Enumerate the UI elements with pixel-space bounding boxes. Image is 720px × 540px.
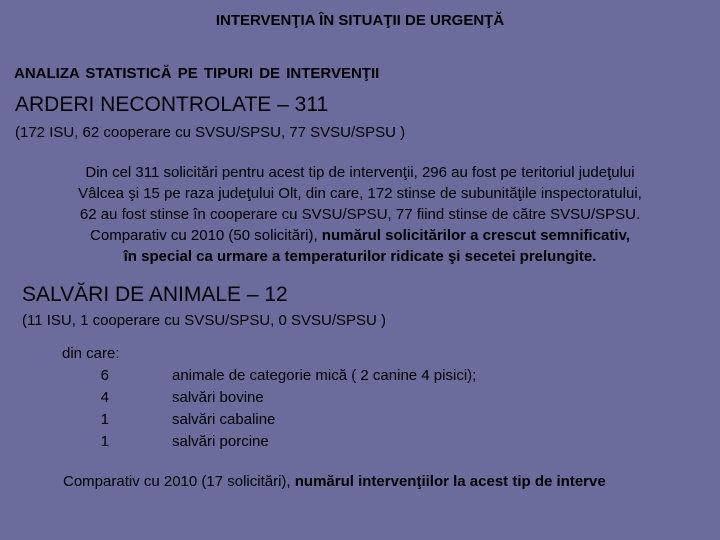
section1-compare-line2 <box>0 246 720 267</box>
section1-paragraph <box>0 162 720 267</box>
section2-breakdown: (11 ISU, 1 cooperare cu SVSU/SPSU, 0 SVSU/SPSU ) <box>22 312 387 329</box>
section2-compare-bold: numărul intervenţiilor la acest tip de interve <box>294 473 606 490</box>
section2-intro: din care: <box>62 345 120 362</box>
section2-compare <box>63 473 606 490</box>
page-subtitle: ANALIZA STATISTICĂ PE TIPURI DE INTERVENŢII <box>14 65 380 82</box>
section2-heading: SALVĂRI DE ANIMALE – 12 <box>22 283 288 306</box>
item-count: 1 <box>100 433 109 450</box>
item-count: 4 <box>100 389 109 406</box>
section1-compare-bold-2: în special ca urmare a temperaturilor ridicate şi secetei prelungite. <box>123 248 597 265</box>
section1-breakdown: (172 ISU, 62 cooperare cu SVSU/SPSU, 77 SVSU/SPSU ) <box>15 124 406 141</box>
section2-descriptions <box>172 365 476 453</box>
section1-heading: ARDERI NECONTROLATE – 311 <box>15 93 329 116</box>
section1-compare <box>0 225 720 246</box>
page-title: INTERVENŢIA ÎN SITUAŢII DE URGENŢĂ <box>215 12 505 29</box>
item-count: 1 <box>100 411 109 428</box>
item-text: salvări bovine <box>172 389 264 406</box>
section2-compare-prefix: Comparativ cu 2010 (17 solicitări), <box>63 473 295 490</box>
item-text: salvări porcine <box>172 433 269 450</box>
item-text: animale de categorie mică ( 2 canine 4 pisici); <box>172 367 477 384</box>
item-text: salvări cabaline <box>172 411 276 428</box>
section1-line: Din cel 311 solicitări pentru acest tip de intervenţii, 296 au fost pe teritoriul judeţului <box>85 164 635 181</box>
section2-counts <box>93 365 109 453</box>
section1-line: 62 au fost stinse în cooperare cu SVSU/SPSU, 77 fiind stinse de către SVSU/SPSU. <box>79 206 641 223</box>
section1-line: Vâlcea şi 15 pe raza judeţului Olt, din care, 172 stinse de subunităţile inspectoratului, <box>78 185 642 202</box>
section1-compare-prefix: Comparativ cu 2010 (50 solicitări), <box>90 227 322 244</box>
section1-compare-bold: numărul solicitărilor a crescut semnificativ, <box>321 227 630 244</box>
item-count: 6 <box>100 367 109 384</box>
